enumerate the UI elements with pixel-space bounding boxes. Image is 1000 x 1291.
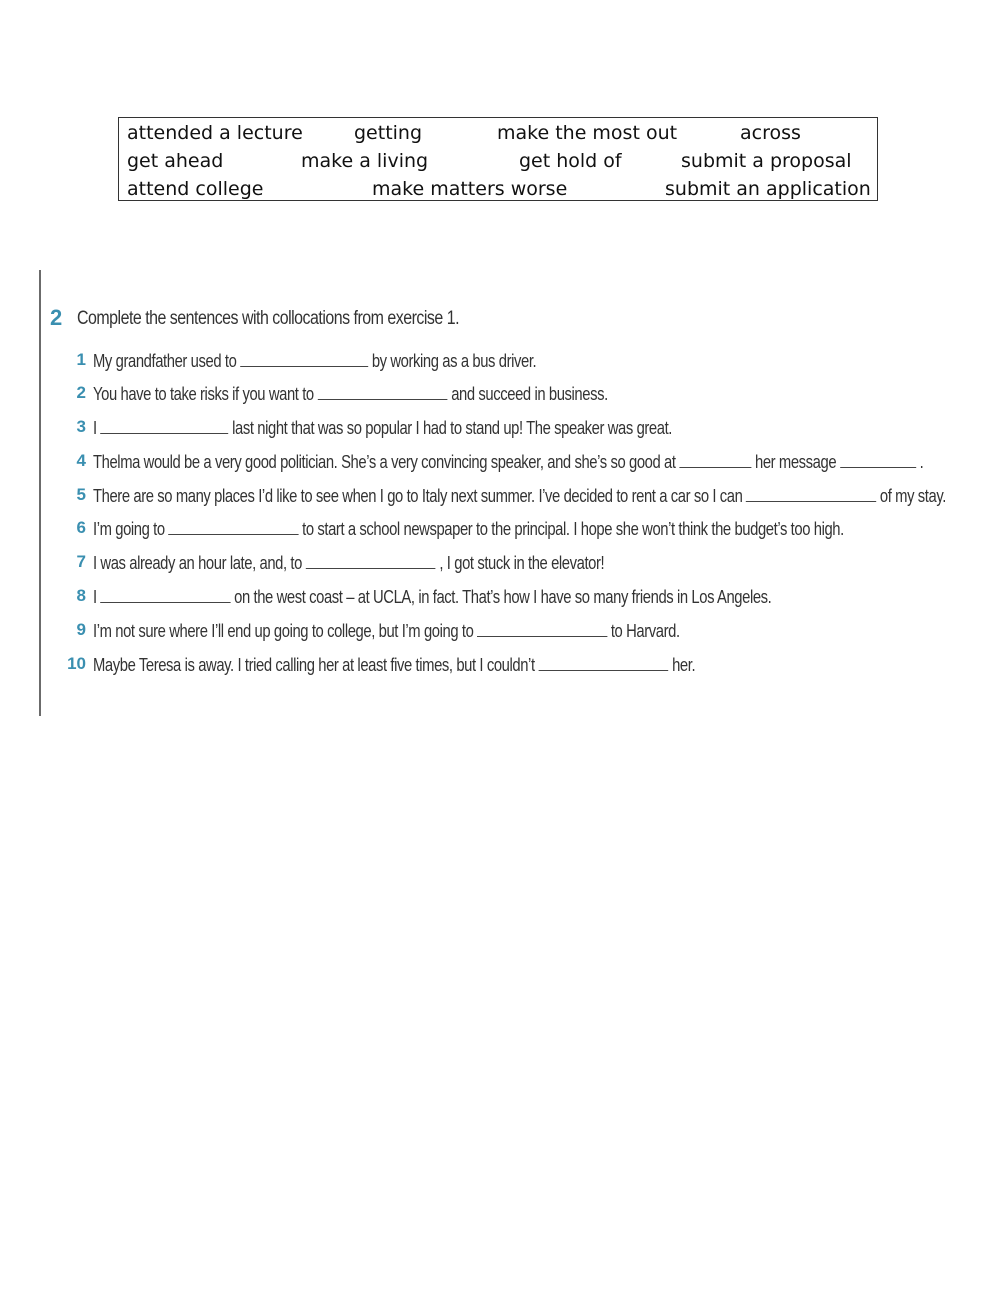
sentence-text [93, 552, 604, 574]
answer-blank[interactable] [840, 451, 916, 468]
answer-blank[interactable] [100, 586, 230, 603]
sentence-text [93, 518, 844, 540]
exercise-instructions: Complete the sentences with collocations from exercise 1. [77, 308, 460, 329]
sentence-text [93, 586, 771, 608]
sentence-number: 8 [76, 586, 86, 605]
sentence-text [93, 485, 946, 507]
answer-blank[interactable] [100, 417, 228, 434]
word-bank-item: get hold of [519, 150, 622, 172]
word-bank-item: make matters worse [372, 178, 568, 200]
word-bank-item: attended a lecture [127, 122, 303, 144]
sentence-number: 4 [76, 451, 86, 470]
sentence-fragment: . [915, 451, 924, 472]
sentence-text [93, 451, 923, 473]
sentence-fragment: last night that was so popular I had to stand up! The speaker was great. [228, 417, 673, 438]
sentence-fragment: I’m going to [93, 518, 169, 539]
sentence-fragment: and succeed in business. [447, 383, 608, 404]
sentence-fragment: to Harvard. [607, 620, 680, 641]
sentence-text [93, 620, 680, 642]
sentence-number: 1 [76, 350, 86, 369]
sentence-fragment: There are so many places I’d like to see when I go to Italy next summer. I’ve decided to rent a car so I can [93, 485, 747, 506]
sentence-number: 5 [76, 485, 86, 504]
sentence-number: 9 [76, 620, 86, 639]
sentence-fragment: You have to take risks if you want to [93, 383, 318, 404]
exercise-number: 2 [50, 305, 63, 330]
sentence-number: 10 [67, 654, 86, 673]
sentence-fragment: I’m not sure where I’ll end up going to college, but I’m going to [93, 620, 478, 641]
sentence-fragment: her message [751, 451, 840, 472]
sentence-text [93, 654, 695, 676]
sentence-fragment: , I got stuck in the elevator! [435, 552, 605, 573]
answer-blank[interactable] [168, 518, 298, 535]
word-bank-item: make a living [301, 150, 429, 172]
answer-blank[interactable] [240, 350, 368, 367]
answer-blank[interactable] [477, 620, 607, 637]
sentence-fragment: My grandfather used to [93, 350, 241, 371]
answer-blank[interactable] [746, 485, 876, 502]
margin-rule [39, 270, 41, 716]
answer-blank[interactable] [306, 552, 436, 569]
sentence-fragment: her. [668, 654, 696, 675]
sentence-fragment: Maybe Teresa is away. I tried calling her at least five times, but I couldn’t [93, 654, 539, 675]
sentence-fragment: I [93, 586, 101, 607]
word-bank [118, 117, 878, 201]
sentence-fragment: I was already an hour late, and, to [93, 552, 306, 573]
sentence-fragment: of my stay. [876, 485, 946, 506]
sentence-fragment: I [93, 417, 101, 438]
word-bank-item: across [740, 122, 801, 144]
sentence-text [93, 383, 608, 405]
sentence-fragment: on the west coast – at UCLA, in fact. That’s how I have so many friends in Los Angeles. [230, 586, 772, 607]
word-bank-item: submit an application [665, 178, 871, 200]
word-bank-item: make the most out [497, 122, 678, 144]
answer-blank[interactable] [679, 451, 751, 468]
answer-blank[interactable] [538, 654, 668, 671]
sentence-number: 6 [76, 518, 86, 537]
word-bank-item: get ahead [127, 150, 224, 172]
word-bank-item: getting [354, 122, 423, 144]
word-bank-item: attend college [127, 178, 264, 200]
sentence-fragment: Thelma would be a very good politician. She’s a very convincing speaker, and she’s so good at [93, 451, 680, 472]
sentence-fragment: by working as a bus driver. [368, 350, 537, 371]
sentence-text [93, 417, 672, 439]
sentence-number: 2 [76, 383, 86, 402]
sentence-text [93, 350, 536, 372]
word-bank-item: submit a proposal [681, 150, 852, 172]
sentence-fragment: to start a school newspaper to the principal. I hope she won’t think the budget’s too high. [298, 518, 844, 539]
sentence-number: 3 [76, 417, 86, 436]
sentence-number: 7 [76, 552, 86, 571]
answer-blank[interactable] [317, 383, 447, 400]
